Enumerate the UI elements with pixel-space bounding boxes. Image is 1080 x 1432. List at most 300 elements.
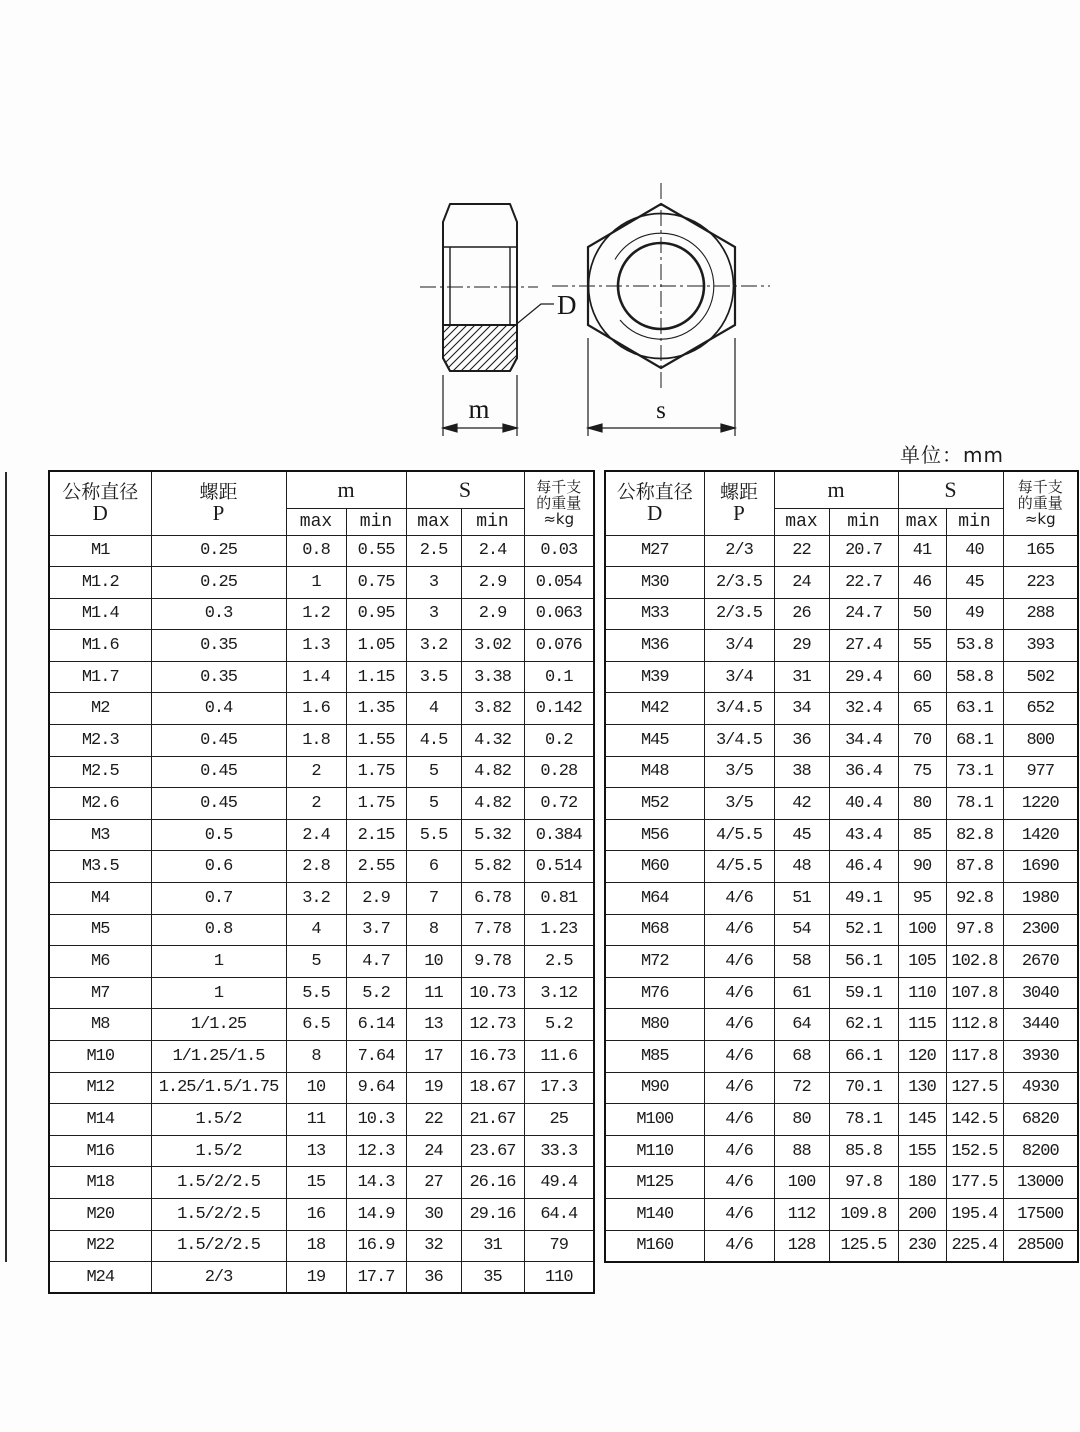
table-cell: 4.7 [346, 946, 406, 978]
table-cell: 5.2 [524, 1009, 594, 1041]
table-row [49, 661, 594, 693]
table-cell: 3.5 [406, 661, 461, 693]
table-cell: 200 [898, 1198, 946, 1230]
table-cell: 79 [524, 1230, 594, 1262]
table-cell: 0.063 [524, 598, 594, 630]
table-row [49, 1009, 594, 1041]
table-cell: 0.81 [524, 883, 594, 915]
header-m-group: m [286, 471, 406, 508]
table-row [605, 1135, 1078, 1167]
table-cell: 27.4 [829, 630, 898, 662]
table-cell: 4/6 [704, 977, 774, 1009]
header-weight: 每千支 的重量 ≈kg [1003, 471, 1078, 535]
table-cell: 34.4 [829, 725, 898, 757]
table-row [49, 693, 594, 725]
table-cell: 12.73 [461, 1009, 524, 1041]
table-cell: 102.8 [946, 946, 1003, 978]
table-cell: 14.3 [346, 1167, 406, 1199]
table-cell: M42 [605, 693, 704, 725]
table-cell: 4/6 [704, 1104, 774, 1136]
table-row [49, 977, 594, 1009]
table-cell: 195.4 [946, 1198, 1003, 1230]
table-cell: M4 [49, 883, 151, 915]
table-cell: 17.3 [524, 1072, 594, 1104]
table-cell: M2.5 [49, 756, 151, 788]
table-cell: 4 [286, 914, 346, 946]
table-cell: 0.3 [151, 598, 286, 630]
table-cell: 165 [1003, 535, 1078, 567]
table-cell: 30 [406, 1198, 461, 1230]
table-cell: 58.8 [946, 661, 1003, 693]
table-cell: M24 [49, 1262, 151, 1294]
table-cell: 0.1 [524, 661, 594, 693]
table-cell: 49 [946, 598, 1003, 630]
table-cell: 110 [898, 977, 946, 1009]
table-cell: 1690 [1003, 851, 1078, 883]
table-cell: 11 [406, 977, 461, 1009]
table-cell: 70.1 [829, 1072, 898, 1104]
table-cell: 3/4.5 [704, 693, 774, 725]
table-cell: M12 [49, 1072, 151, 1104]
table-row [49, 725, 594, 757]
table-cell: 3.82 [461, 693, 524, 725]
table-cell: 4/6 [704, 1072, 774, 1104]
table-cell: M110 [605, 1135, 704, 1167]
table-cell: 1420 [1003, 819, 1078, 851]
table-cell: 3 [406, 567, 461, 599]
header-s-max: max [898, 508, 946, 535]
table-cell: 97.8 [829, 1167, 898, 1199]
table-cell: 5.5 [286, 977, 346, 1009]
table-cell: M140 [605, 1198, 704, 1230]
table-cell: 1.5/2 [151, 1104, 286, 1136]
table-cell: 45 [946, 567, 1003, 599]
table-cell: 82.8 [946, 819, 1003, 851]
table-cell: 112 [774, 1198, 829, 1230]
table-cell: 53.8 [946, 630, 1003, 662]
table-cell: 35 [461, 1262, 524, 1294]
header-s-group: S [406, 471, 524, 508]
table-row [49, 1167, 594, 1199]
table-cell: M7 [49, 977, 151, 1009]
table-cell: 1.75 [346, 756, 406, 788]
table-cell: 0.45 [151, 725, 286, 757]
table-cell: 29.4 [829, 661, 898, 693]
table-cell: 4930 [1003, 1072, 1078, 1104]
table-cell: 9.78 [461, 946, 524, 978]
table-cell: 2.4 [461, 535, 524, 567]
table-row [49, 883, 594, 915]
table-row [49, 946, 594, 978]
table-cell: 2.15 [346, 819, 406, 851]
table-cell: 19 [286, 1262, 346, 1294]
table-cell: 4/5.5 [704, 819, 774, 851]
table-cell: 4.82 [461, 788, 524, 820]
table-cell: 1.5/2/2.5 [151, 1198, 286, 1230]
table-cell: 2.5 [406, 535, 461, 567]
table-cell: 2300 [1003, 914, 1078, 946]
table-cell: 5.82 [461, 851, 524, 883]
table-cell: 5 [406, 788, 461, 820]
table-cell: M14 [49, 1104, 151, 1136]
table-cell: 6.14 [346, 1009, 406, 1041]
table-cell: 24.7 [829, 598, 898, 630]
table-row [605, 693, 1078, 725]
table-cell: 2 [286, 788, 346, 820]
table-cell: 13000 [1003, 1167, 1078, 1199]
table-cell: 52.1 [829, 914, 898, 946]
header-m-group: m [774, 471, 898, 508]
table-cell: 4/6 [704, 1167, 774, 1199]
table-cell: 977 [1003, 756, 1078, 788]
table-cell: 0.72 [524, 788, 594, 820]
table-cell: 85.8 [829, 1135, 898, 1167]
table-cell: M27 [605, 535, 704, 567]
table-cell: 128 [774, 1230, 829, 1262]
table-cell: 31 [774, 661, 829, 693]
table-cell: 177.5 [946, 1167, 1003, 1199]
table-cell: M85 [605, 1041, 704, 1073]
table-cell: 5 [406, 756, 461, 788]
table-cell: 2.9 [461, 567, 524, 599]
table-cell: 11.6 [524, 1041, 594, 1073]
table-cell: M64 [605, 883, 704, 915]
table-cell: 80 [774, 1104, 829, 1136]
header-m-max: max [774, 508, 829, 535]
table-cell: 0.514 [524, 851, 594, 883]
table-cell: 48 [774, 851, 829, 883]
header-pitch: 螺距 P [704, 471, 774, 535]
table-cell: M72 [605, 946, 704, 978]
table-cell: 0.384 [524, 819, 594, 851]
table-cell: 2/3 [704, 535, 774, 567]
table-cell: M1.2 [49, 567, 151, 599]
table-cell: 1.5/2/2.5 [151, 1230, 286, 1262]
table-cell: M160 [605, 1230, 704, 1262]
table-cell: 22.7 [829, 567, 898, 599]
table-row [49, 1230, 594, 1262]
table-cell: M1 [49, 535, 151, 567]
table-cell: 12.3 [346, 1135, 406, 1167]
table-row [49, 1041, 594, 1073]
table-cell: 0.45 [151, 756, 286, 788]
table-cell: 3/5 [704, 788, 774, 820]
table-cell: 17 [406, 1041, 461, 1073]
table-cell: 15 [286, 1167, 346, 1199]
table-cell: 800 [1003, 725, 1078, 757]
table-cell: 2 [286, 756, 346, 788]
table-cell: 3.38 [461, 661, 524, 693]
table-row [605, 1230, 1078, 1262]
table-cell: 16.73 [461, 1041, 524, 1073]
table-cell: 1.6 [286, 693, 346, 725]
table-cell: 100 [898, 914, 946, 946]
table-cell: 43.4 [829, 819, 898, 851]
table-cell: 65 [898, 693, 946, 725]
table-cell: M2.3 [49, 725, 151, 757]
table-row [605, 819, 1078, 851]
table-cell: 0.4 [151, 693, 286, 725]
table-row [49, 1072, 594, 1104]
table-cell: 10.3 [346, 1104, 406, 1136]
table-cell: 19 [406, 1072, 461, 1104]
table-cell: 78.1 [829, 1104, 898, 1136]
table-cell: 8 [286, 1041, 346, 1073]
table-cell: 7 [406, 883, 461, 915]
table-cell: M30 [605, 567, 704, 599]
table-cell: 4.5 [406, 725, 461, 757]
table-cell: 4/6 [704, 883, 774, 915]
table-cell: 68 [774, 1041, 829, 1073]
table-cell: 41 [898, 535, 946, 567]
table-cell: 66.1 [829, 1041, 898, 1073]
table-cell: 88 [774, 1135, 829, 1167]
header-pitch: 螺距 P [151, 471, 286, 535]
table-row [605, 914, 1078, 946]
table-cell: 24 [774, 567, 829, 599]
table-cell: M68 [605, 914, 704, 946]
table-cell: 4 [406, 693, 461, 725]
table-cell: 109.8 [829, 1198, 898, 1230]
table-cell: 1.35 [346, 693, 406, 725]
table-cell: M1.7 [49, 661, 151, 693]
table-cell: 1 [151, 977, 286, 1009]
header-s-min: min [946, 508, 1003, 535]
table-row [605, 725, 1078, 757]
table-cell: 95 [898, 883, 946, 915]
table-cell: 3040 [1003, 977, 1078, 1009]
table-cell: M5 [49, 914, 151, 946]
table-cell: M33 [605, 598, 704, 630]
table-cell: 6.78 [461, 883, 524, 915]
table-cell: M80 [605, 1009, 704, 1041]
table-row [49, 851, 594, 883]
table-row [49, 567, 594, 599]
dimension-s-label: s [656, 397, 666, 424]
table-cell: 59.1 [829, 977, 898, 1009]
table-cell: 155 [898, 1135, 946, 1167]
table-cell: 17500 [1003, 1198, 1078, 1230]
table-cell: 3/4 [704, 661, 774, 693]
header-m-min: min [346, 508, 406, 535]
table-cell: 73.1 [946, 756, 1003, 788]
table-cell: 5.32 [461, 819, 524, 851]
table-row [605, 598, 1078, 630]
table-row [605, 535, 1078, 567]
unit-label: 单位：mm [898, 439, 1006, 472]
table-cell: 54 [774, 914, 829, 946]
table-row [49, 819, 594, 851]
table-row [605, 1072, 1078, 1104]
table-cell: 1.25/1.5/1.75 [151, 1072, 286, 1104]
table-cell: 80 [898, 788, 946, 820]
table-cell: 125.5 [829, 1230, 898, 1262]
table-cell: 5.2 [346, 977, 406, 1009]
table-row [605, 1009, 1078, 1041]
table-row [605, 1198, 1078, 1230]
table-cell: 4/6 [704, 1041, 774, 1073]
table-cell: 225.4 [946, 1230, 1003, 1262]
table-cell: M45 [605, 725, 704, 757]
table-cell: 230 [898, 1230, 946, 1262]
table-cell: 2.8 [286, 851, 346, 883]
table-cell: 8 [406, 914, 461, 946]
table-cell: 1220 [1003, 788, 1078, 820]
table-cell: M10 [49, 1041, 151, 1073]
table-cell: 1/1.25 [151, 1009, 286, 1041]
table-cell: 10 [286, 1072, 346, 1104]
table-cell: 10.73 [461, 977, 524, 1009]
table-cell: 61 [774, 977, 829, 1009]
table-cell: 4/6 [704, 1198, 774, 1230]
table-row [605, 851, 1078, 883]
header-s-group: S [898, 471, 1003, 508]
table-cell: 0.35 [151, 630, 286, 662]
nut-dimensions-table-left [48, 470, 595, 1294]
table-cell: 1.05 [346, 630, 406, 662]
table-cell: 1.2 [286, 598, 346, 630]
table-cell: 3/5 [704, 756, 774, 788]
table-cell: 1.75 [346, 788, 406, 820]
table-cell: 87.8 [946, 851, 1003, 883]
table-cell: 0.142 [524, 693, 594, 725]
table-cell: 0.8 [151, 914, 286, 946]
table-cell: 17.7 [346, 1262, 406, 1294]
table-cell: 51 [774, 883, 829, 915]
table-cell: 1 [286, 567, 346, 599]
table-cell: 32 [406, 1230, 461, 1262]
table-row [49, 1135, 594, 1167]
table-cell: 34 [774, 693, 829, 725]
table-cell: 0.03 [524, 535, 594, 567]
table-row [605, 1104, 1078, 1136]
nut-technical-drawing [0, 0, 1080, 470]
table-cell: 18 [286, 1230, 346, 1262]
table-cell: 3.2 [286, 883, 346, 915]
header-diameter: 公称直径 D [605, 471, 704, 535]
table-cell: 4/6 [704, 914, 774, 946]
table-cell: 0.35 [151, 661, 286, 693]
table-cell: 58 [774, 946, 829, 978]
table-cell: 1.8 [286, 725, 346, 757]
table-cell: 36 [406, 1262, 461, 1294]
table-cell: 0.2 [524, 725, 594, 757]
table-cell: 21.67 [461, 1104, 524, 1136]
table-cell: 56.1 [829, 946, 898, 978]
table-row [49, 788, 594, 820]
table-cell: 3 [406, 598, 461, 630]
table-cell: 10 [406, 946, 461, 978]
table-cell: 3.2 [406, 630, 461, 662]
table-row [49, 598, 594, 630]
table-cell: 64 [774, 1009, 829, 1041]
table-row [605, 946, 1078, 978]
table-cell: 62.1 [829, 1009, 898, 1041]
table-cell: 1 [151, 946, 286, 978]
table-cell: 115 [898, 1009, 946, 1041]
table-cell: 49.1 [829, 883, 898, 915]
table-cell: 288 [1003, 598, 1078, 630]
table-cell: 25 [524, 1104, 594, 1136]
table-cell: 20.7 [829, 535, 898, 567]
table-cell: 1.4 [286, 661, 346, 693]
d-leader-line [513, 304, 554, 327]
table-cell: 223 [1003, 567, 1078, 599]
table-cell: 4/6 [704, 1230, 774, 1262]
table-row [605, 788, 1078, 820]
table-cell: 0.55 [346, 535, 406, 567]
table-cell: 1.5/2/2.5 [151, 1167, 286, 1199]
table-cell: M18 [49, 1167, 151, 1199]
dimension-m-label: m [468, 394, 490, 424]
table-cell: 1.55 [346, 725, 406, 757]
table-cell: 32.4 [829, 693, 898, 725]
table-cell: 46.4 [829, 851, 898, 883]
table-cell: 2.4 [286, 819, 346, 851]
table-row [49, 535, 594, 567]
table-cell: M39 [605, 661, 704, 693]
table-row [605, 977, 1078, 1009]
header-m-min: min [829, 508, 898, 535]
table-cell: M2.6 [49, 788, 151, 820]
table-cell: 112.8 [946, 1009, 1003, 1041]
table-cell: 63.1 [946, 693, 1003, 725]
table-cell: 180 [898, 1167, 946, 1199]
table-cell: M20 [49, 1198, 151, 1230]
table-cell: 60 [898, 661, 946, 693]
table-cell: 55 [898, 630, 946, 662]
header-weight: 每千支 的重量 ≈kg [524, 471, 594, 535]
table-cell: M90 [605, 1072, 704, 1104]
table-cell: 92.8 [946, 883, 1003, 915]
table-cell: M36 [605, 630, 704, 662]
table-cell: 2.5 [524, 946, 594, 978]
table-cell: 393 [1003, 630, 1078, 662]
table-cell: 0.076 [524, 630, 594, 662]
table-row [49, 630, 594, 662]
table-cell: 78.1 [946, 788, 1003, 820]
table-cell: 14.9 [346, 1198, 406, 1230]
table-cell: 0.8 [286, 535, 346, 567]
table-row [49, 1198, 594, 1230]
table-cell: 2/3.5 [704, 567, 774, 599]
table-cell: 127.5 [946, 1072, 1003, 1104]
table-cell: 7.64 [346, 1041, 406, 1073]
table-cell: 3.12 [524, 977, 594, 1009]
table-cell: 142.5 [946, 1104, 1003, 1136]
table-cell: 0.7 [151, 883, 286, 915]
table-cell: 3440 [1003, 1009, 1078, 1041]
table-cell: M16 [49, 1135, 151, 1167]
table-row [49, 914, 594, 946]
table-cell: 3.7 [346, 914, 406, 946]
table-cell: 1/1.25/1.5 [151, 1041, 286, 1073]
table-cell: 117.8 [946, 1041, 1003, 1073]
table-cell: 100 [774, 1167, 829, 1199]
table-cell: 2/3.5 [704, 598, 774, 630]
table-cell: 40.4 [829, 788, 898, 820]
table-cell: 110 [524, 1262, 594, 1294]
table-cell: 70 [898, 725, 946, 757]
table-cell: 36.4 [829, 756, 898, 788]
table-cell: 28500 [1003, 1230, 1078, 1262]
table-cell: 45 [774, 819, 829, 851]
header-m-max: max [286, 508, 346, 535]
table-cell: 130 [898, 1072, 946, 1104]
table-cell: 27 [406, 1167, 461, 1199]
table-cell: 6.5 [286, 1009, 346, 1041]
table-cell: 33.3 [524, 1135, 594, 1167]
